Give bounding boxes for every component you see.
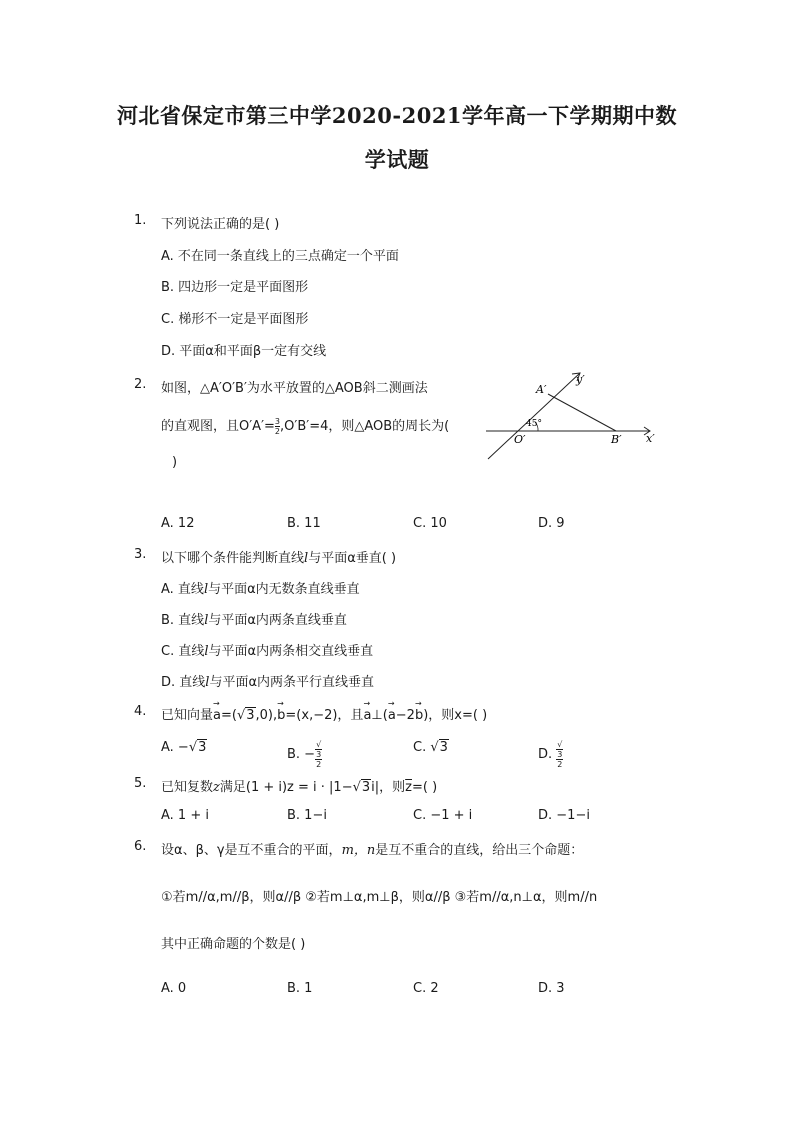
vector-a: → a [213, 708, 221, 723]
option-d: D. −1−i [538, 808, 590, 823]
option-text: D. 直线 [161, 675, 206, 690]
conjugate-z: $\overline{z}$ [405, 780, 412, 795]
question-number: 6. [134, 839, 147, 854]
vector-b: → b [415, 708, 423, 723]
fraction-denominator: 2 [557, 760, 563, 769]
option-text: C. 直线 [161, 644, 205, 659]
segment-a-b [548, 394, 616, 431]
option-d: D. 平面α和平面β一定有交线 [161, 344, 327, 359]
stem-text: 是互不重合的直线，给出三个命题： [375, 843, 584, 858]
fraction [315, 740, 322, 769]
stem-text: −2 [395, 708, 415, 723]
line-symbol: l [204, 644, 209, 659]
variable-z: z [213, 780, 220, 795]
option-text: D. [538, 747, 557, 762]
vector-a: → a [363, 708, 371, 723]
question-stem-line3: ) [172, 455, 178, 470]
option-a: A. 12 [161, 516, 195, 531]
sqrt-arg: 3 [439, 740, 448, 755]
stem-text: 设α、β、γ是互不重合的平面， [161, 843, 342, 858]
stem-text: i|，则 [371, 780, 406, 795]
option-a: A. 0 [161, 981, 187, 996]
question-stem: 已知向量→ a=(√3,0),→ b=(x,−2)，且→ a⊥(→ a−2→ b)，则x=( ) [161, 704, 487, 723]
question-number: 1. [134, 213, 147, 228]
line-symbol: l [204, 613, 209, 628]
fraction [556, 740, 563, 769]
question-number: 3. [134, 547, 147, 562]
oblique-projection-figure [480, 365, 670, 465]
page-title: 河北省保定市第三中学2020-2021学年高一下学期期中数 [116, 103, 678, 128]
stem-text: 满足(1 + i)z = i · |1− [219, 780, 353, 795]
stem-text: =( [220, 708, 237, 723]
question-ask: 其中正确命题的个数是( ) [161, 937, 306, 952]
stem-text: 已知向量 [161, 708, 214, 723]
label-y: y′ [576, 373, 585, 386]
option-a [161, 578, 360, 597]
stem-text: =( ) [412, 780, 438, 795]
option-d: D. 3 [538, 981, 565, 996]
label-a: A′ [536, 383, 547, 396]
fraction-denominator: 2 [274, 427, 281, 436]
sqrt-arg: 3 [198, 740, 207, 755]
option-d [161, 671, 374, 690]
option-a: A. 1 + i [161, 808, 209, 823]
question-number: 5. [134, 776, 147, 791]
option-text: B. − [287, 747, 316, 762]
vector-b: → b [277, 708, 285, 723]
sqrt-arg: 3 [557, 750, 563, 759]
stem-text: ,0), [255, 708, 278, 723]
sqrt-arg: 3 [246, 708, 255, 723]
question-number: 2. [134, 377, 147, 392]
option-text: 与平面α内两条相交直线垂直 [208, 644, 374, 659]
option-d [538, 740, 563, 769]
option-c: C. 2 [413, 981, 439, 996]
stem-text: ⊥( [371, 708, 388, 723]
stem-text: ,O′B′=4，则△AOB的周长为( [280, 419, 450, 434]
option-text: A. 直线 [161, 582, 204, 597]
line-symbol: l [304, 551, 309, 566]
stem-text: 的直观图，且O′A′= [161, 419, 275, 434]
angle-label: 45° [526, 419, 542, 429]
option-b [287, 740, 322, 769]
line-symbol: l [205, 675, 210, 690]
stem-text: )，则x=( ) [423, 708, 488, 723]
question-stem: 如图，△A′O′B′为水平放置的△AOB斜二测画法 [161, 381, 428, 396]
option-c: C. √3 [413, 740, 448, 755]
option-c: C. 梯形不一定是平面图形 [161, 312, 309, 327]
label-x: x′ [646, 432, 655, 445]
option-text: B. 直线 [161, 613, 205, 628]
question-stem: 下列说法正确的是( ) [161, 217, 280, 232]
stem-text: 已知复数 [161, 780, 214, 795]
question-stem-line2 [161, 415, 449, 436]
option-text: 与平面α内两条平行直线垂直 [209, 675, 375, 690]
label-o: O′ [514, 433, 526, 446]
option-text: 与平面α内两条直线垂直 [208, 613, 347, 628]
stem-text: 与平面α垂直( ) [308, 551, 397, 566]
propositions: ①若m//α,m//β，则α//β ②若m⊥α,m⊥β，则α//β ③若m//α,n⊥α，则m//n [161, 890, 598, 905]
option-c: C. −1 + i [413, 808, 473, 823]
option-d: D. 9 [538, 516, 565, 531]
line-symbol: l [203, 582, 209, 597]
option-b: B. 1 [287, 981, 313, 996]
y-axis [488, 373, 580, 459]
option-c: C. 10 [413, 516, 447, 531]
option-text: 与平面α内无数条直线垂直 [208, 582, 360, 597]
label-b: B′ [611, 433, 622, 446]
option-a: A. −√3 [161, 740, 207, 755]
question-stem: 已知复数z满足(1 + i)z = i · |1−√3i|，则$\overline{z}=$( ) [161, 780, 438, 795]
line-symbols: m，n [341, 843, 376, 858]
vector-a: → a [388, 708, 396, 723]
question-stem [161, 547, 396, 566]
question-number: 4. [134, 704, 147, 719]
option-b: B. 四边形一定是平面图形 [161, 280, 309, 295]
option-text: A. − [161, 740, 189, 755]
option-c [161, 640, 373, 659]
option-b: B. 11 [287, 516, 321, 531]
sqrt-arg: 3 [316, 750, 322, 759]
stem-text: 以下哪个条件能判断直线 [161, 551, 305, 566]
page-title-line2: 学试题 [364, 147, 430, 172]
option-b: B. 1−i [287, 808, 327, 823]
fraction-numerator: 3 [274, 417, 281, 426]
option-text: C. [413, 740, 431, 755]
fraction-denominator: 2 [316, 760, 322, 769]
fraction-numerator: √ 3 [557, 740, 563, 759]
sqrt-arg: 3 [361, 780, 371, 795]
question-stem [161, 839, 583, 858]
option-b [161, 609, 347, 628]
fraction-numerator: √ 3 [316, 740, 322, 759]
stem-text: =(x,−2)，且 [285, 708, 364, 723]
option-a: A. 不在同一条直线上的三点确定一个平面 [161, 249, 399, 264]
